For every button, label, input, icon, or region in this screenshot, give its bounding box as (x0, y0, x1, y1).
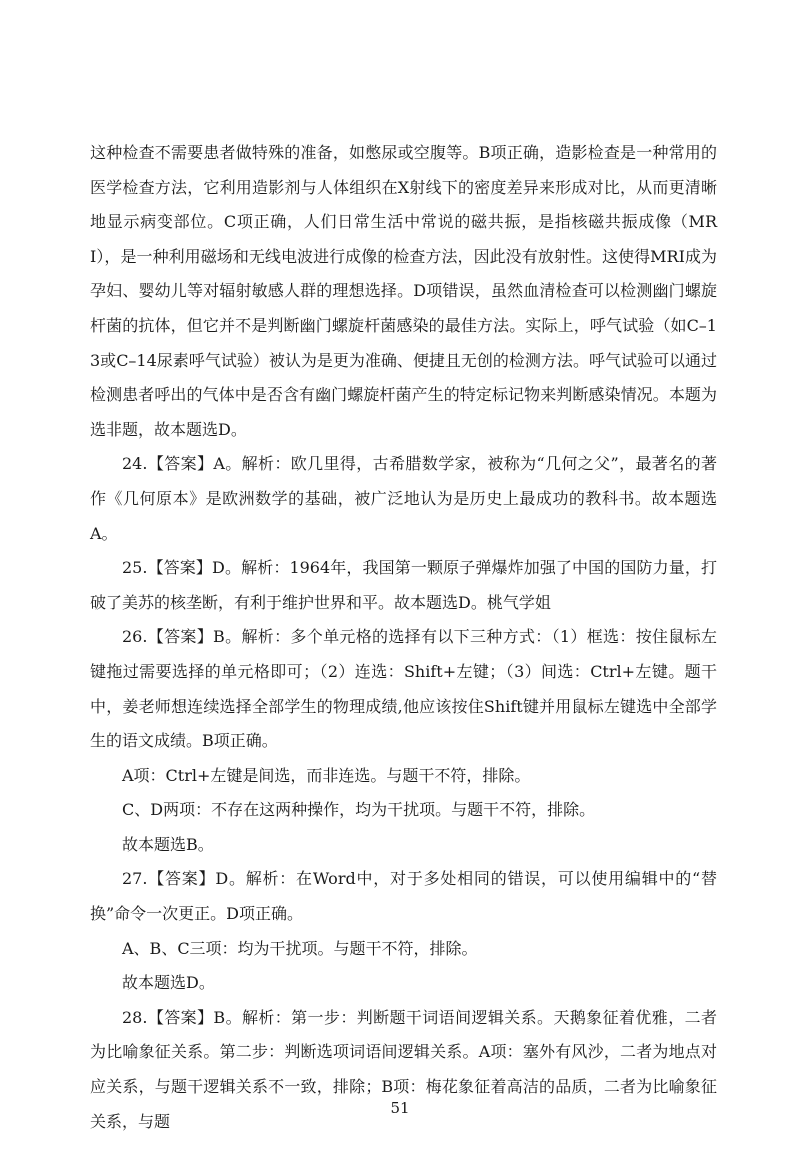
page-number: 51 (390, 1099, 410, 1117)
paragraph-answer-28: 28.【答案】B。解析：第一步：判断题干词语间逻辑关系。天鹅象征着优雅，二者为比喻象征关系。第二步：判断选项词语间逻辑关系。A项：塞外有风沙，二者为地点对应关系，与题干逻辑关系不一致，排除；B项：梅花象征着高洁的品质，二者为比喻象征关系，与题 (90, 1007, 717, 1131)
paragraph-answer-27-conclusion: 故本题选D。 (122, 973, 215, 993)
paragraph-answer-27-options-abc: A、B、C三项：均为干扰项。与题干不符，排除。 (122, 938, 478, 958)
paragraph-answer-24: 24.【答案】A。解析：欧几里得，古希腊数学家，被称为“几何之父”，最著名的著作《几何原本》是欧洲数学的基础，被广泛地认为是历史上最成功的教科书。故本题选A。 (90, 454, 717, 543)
document-body (90, 136, 717, 1139)
paragraph-answer-26: 26.【答案】B。解析：多个单元格的选择有以下三种方式：（1）框选：按住鼠标左键拖过需要选择的单元格即可；（2）连选：Shift+左键；（3）间选：Ctrl+左键。题干中，姜老师想连续选择全部学生的物理成绩,他应该按住Shift键并用鼠标左键选中全部学生的语文成绩。B项正确。 (90, 627, 717, 751)
paragraph-answer-26-conclusion: 故本题选B。 (122, 834, 214, 854)
paragraph-answer-25: 25.【答案】D。解析：1964年，我国第一颗原子弹爆炸加强了中国的国防力量，打破了美苏的核垄断，有利于维护世界和平。故本题选D。桃气学姐 (90, 558, 717, 612)
paragraph-answer-26-options-cd: C、D两项：不存在这两种操作，均为干扰项。与题干不符，排除。 (122, 800, 596, 820)
paragraph-item-d-explanation: 这种检查不需要患者做特殊的准备，如憋尿或空腹等。B项正确，造影检查是一种常用的医学检查方法，它利用造影剂与人体组织在X射线下的密度差异来形成对比，从而更清晰地显示病变部位。C项正确，人们日常生活中常说的磁共振，是指核磁共振成像（MRI），是一种利用磁场和无线电波进行成像的检查方法，因此没有放射性。这使得MRI成为孕妇、婴幼儿等对辐射敏感人群的理想选择。D项错误，虽然血清检查可以检测幽门螺旋杆菌的抗体，但它并不是判断幽门螺旋杆菌感染的最佳方法。实际上，呼气试验（如C–13或C–14尿素呼气试验）被认为是更为准确、便捷且无创的检测方法。呼气试验可以通过检测患者呼出的气体中是否含有幽门螺旋杆菌产生的特定标记物来判断感染情况。本题为选非题，故本题选D。 (90, 143, 717, 439)
paragraph-answer-26-option-a: A项：Ctrl+左键是间选，而非连选。与题干不符，排除。 (122, 765, 531, 785)
paragraph-answer-27: 27.【答案】D。解析：在Word中，对于多处相同的错误，可以使用编辑中的“替换”命令一次更正。D项正确。 (90, 869, 717, 924)
